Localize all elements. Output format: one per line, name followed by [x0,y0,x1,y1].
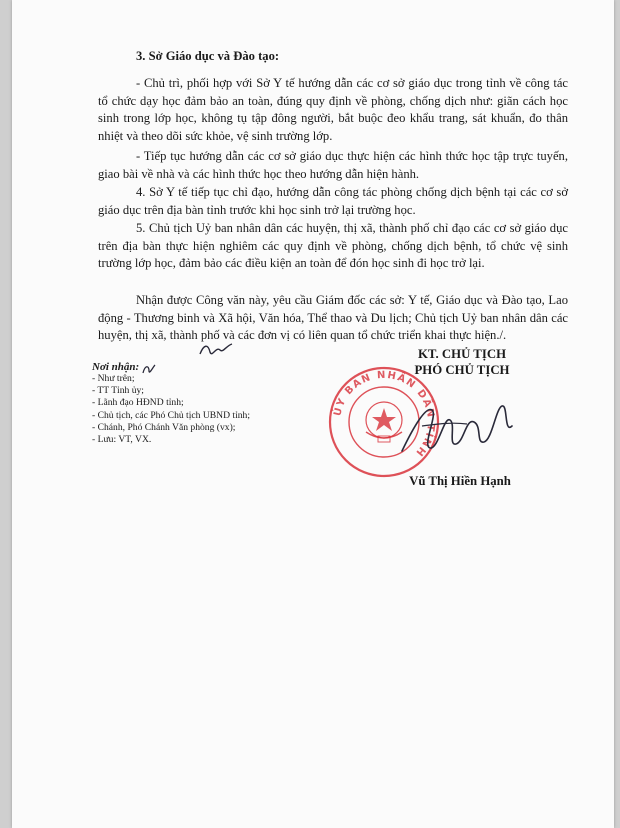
section-3-heading: 3. Sở Giáo dục và Đào tạo: [136,49,280,63]
handwritten-signature-icon [392,396,522,466]
section-4: 4. Sở Y tế tiếp tục chỉ đạo, hướng dẫn công tác phòng chống dịch bệnh tại các cơ sở giáo dục trên địa bàn tỉnh trước khi học sinh trở lại trường học. [98,185,568,217]
recipients-title: Nơi nhận: [92,361,140,373]
section-5: 5. Chủ tịch Uỷ ban nhân dân các huyện, thị xã, thành phố chỉ đạo các cơ sở giáo dục trên địa bàn thực hiện nghiêm các quy định về phòng, chống dịch bệnh, tổ chức vệ sinh trường lớp học, đảm bảo các điều kiện an toàn để đón học sinh đi học trở lại. [98,221,568,270]
recipient-item: - Chánh, Phó Chánh Văn phòng (vx); [92,421,236,433]
recipient-item: - TT Tỉnh ủy; [92,385,144,397]
recipient-item: - Như trên; [92,373,135,384]
signer-name: Vũ Thị Hiền Hạnh [409,474,511,488]
closing-paragraph: Nhận được Công văn này, yêu cầu Giám đốc các sở: Y tế, Giáo dục và Đào tạo, Lao động - Thương binh và Xã hội, Văn hóa, Thể thao và Du lịch; Chủ tịch Uỷ ban nhân dân các huyện, thị xã, thành phố và các đơn vị có liên quan tổ chức triển khai thực hiện./. [98,293,568,342]
section-3-item-1: - Chủ trì, phối hợp với Sở Y tế hướng dẫn các cơ sở giáo dục trong tỉnh về công tác tổ chức dạy học đảm bảo an toàn, đúng quy định về phòng, chống dịch như: giãn cách học sinh trong lớp học, không tụ tập đông người, bắt buộc đeo khẩu trang, sát khuẩn, đo thân nhiệt và theo dõi sức khỏe, vệ sinh trường lớp. [98,76,568,143]
recipients-block [92,361,352,446]
document-page [12,0,614,828]
section-3-item-2: - Tiếp tục hướng dẫn các cơ sở giáo dục thực hiện các hình thức học tập trực tuyến, giao bài về nhà và các hình thức học theo hướng dẫn hiện hành. [98,149,568,181]
recipient-item: - Lãnh đạo HĐND tỉnh; [92,397,184,409]
recipient-item: - Chủ tịch, các Phó Chủ tịch UBND tỉnh; [92,409,251,421]
svg-text:ỦY BAN NHÂN DÂN TỈNH: ỦY BAN NHÂN DÂN TỈNH [332,369,437,459]
signature-line-2: PHÓ CHỦ TỊCH [414,363,510,377]
signature-line-1: KT. CHỦ TỊCH [417,347,507,361]
recipient-item: - Lưu: VT, VX. [92,434,152,446]
initial-mark-icon [198,338,238,360]
